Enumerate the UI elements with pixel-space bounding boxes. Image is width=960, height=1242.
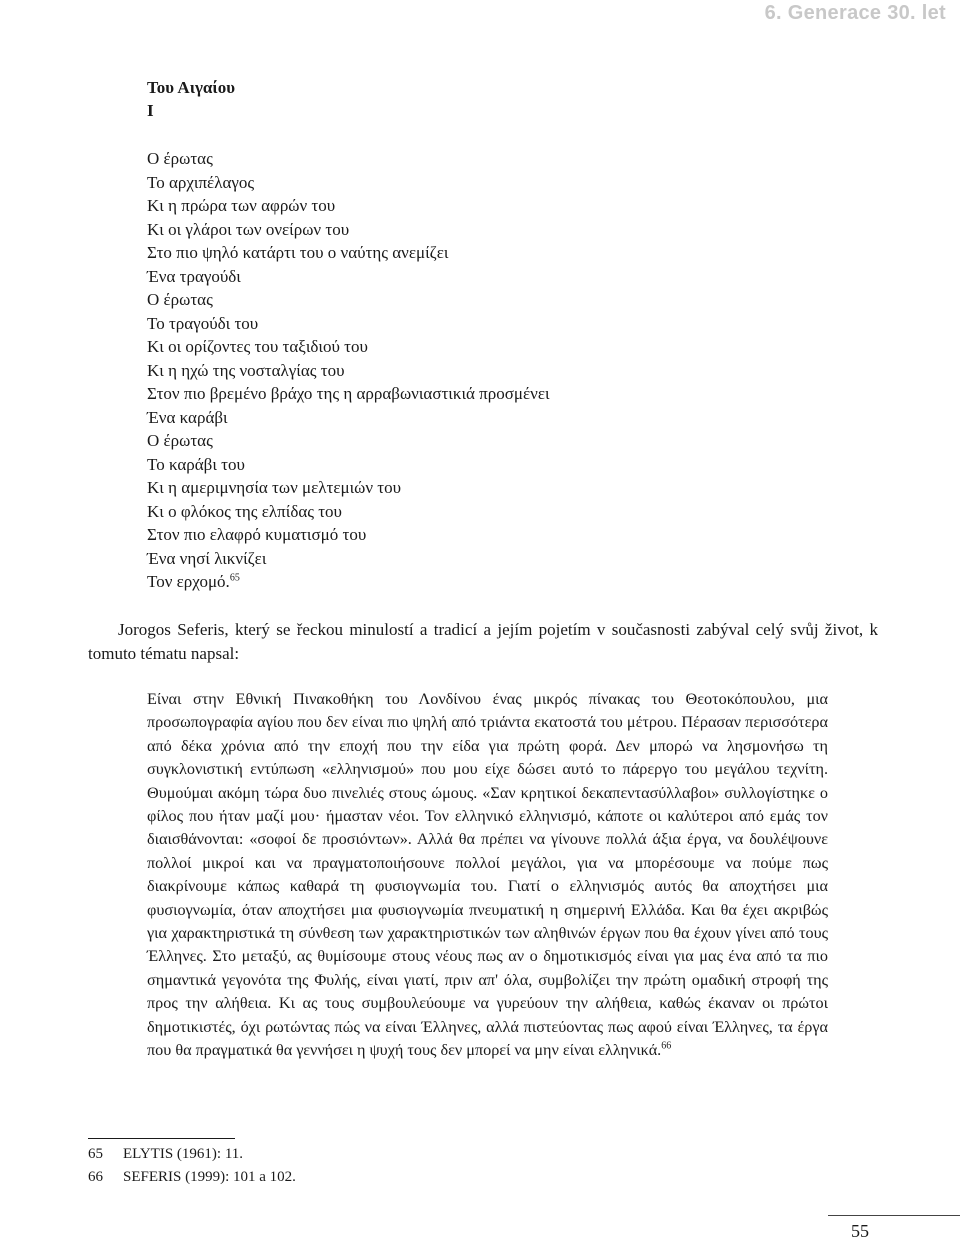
poem-line: Ένα καράβι <box>147 407 228 427</box>
intro-paragraph: Jorogos Seferis, který se řeckou minulostí a tradicí a jejím pojetím v současnosti zabýval celý svůj život, k tomuto tématu napsal: <box>88 620 878 663</box>
poem-body <box>147 147 550 594</box>
footnotes <box>88 1143 296 1189</box>
poem-title: Του Αιγαίου <box>147 78 236 97</box>
poem-line: Κι η αμεριμνησία των μελτεμιών του <box>147 478 402 497</box>
poem-line: Κι ο φλόκος της ελπίδας του <box>147 501 342 521</box>
poem-line: Το καράβι του <box>147 454 245 474</box>
poem-line: Κι οι ορίζοντες του ταξιδιού του <box>147 337 368 356</box>
poem-line: Στον πιο βρεμένο βράχο της η αρραβωνιαστικιά προσμένει <box>147 384 550 403</box>
footnote-number: 66 <box>88 1169 103 1185</box>
poem-line: Το τραγούδι του <box>147 313 259 333</box>
poem-line: Στον πιο ελαφρό κυματισμό του <box>147 525 367 544</box>
footnote-ref-65[interactable]: 65 <box>229 572 240 584</box>
poem-line: Κι η ηχώ της νοσταλγίας του <box>147 360 345 380</box>
footnote-text: ELYTIS (1961): 11. <box>123 1146 244 1162</box>
poem-line: Ένα νησί λικνίζει <box>147 548 267 568</box>
poem-line: Ο έρωτας <box>147 290 213 309</box>
footnote-item <box>88 1143 296 1166</box>
poem-line-text: Τον ερχομό. <box>147 572 230 591</box>
poem-line: Κι η πρώρα των αφρών του <box>147 196 336 215</box>
footnote-ref-66[interactable]: 66 <box>661 1040 672 1052</box>
footnote-item <box>88 1166 296 1189</box>
footnote-number: 65 <box>88 1146 103 1162</box>
footnote-text: SEFERIS (1999): 101 a 102. <box>123 1169 296 1185</box>
poem-line: Ο έρωτας <box>147 431 213 450</box>
block-quote <box>147 688 828 1063</box>
poem-line: Ο έρωτας <box>147 149 213 168</box>
poem-last-line <box>147 570 550 594</box>
page-number-rule <box>828 1215 960 1216</box>
quote-text: Είναι στην Εθνική Πινακοθήκη του Λονδίνου ένας μικρός πίνακας του Θεοτοκόπουλου, μια προσωπογραφία αγίου που δεν είναι πιο ψηλή από τριάντα εκατοστά του μέτρου. Πέρασαν περισσότερα από δέκα χρόνια από την εποχή που την είδα για πρώτη φορά. Δεν μπορώ να λησμονήσω τη συγκλονιστική εντύπωση «ελληνισμού» που μου είχε δώσει αυτό το πάρεργο του μεγάλου τεχνίτη. Θυμούμαι ακόμη τώρα δυο πινελιές στους ώμους. «Σαν κρητικοί δεκαπεντασύλλαβοι» συλλογίστηκε ο φίλος που ήταν μαζί μου· ήμασταν νέοι. Τον ελληνικό ελληνισμό, κάποτε οι καλύτεροι από εμάς τον διαισθάνονται: «σοφοί δε προσιόντων». Αλλά θα πρέπει να γίνουνε πολλά άξια έργα, να δουλέψουνε πολλοί μικροί και να πραγματοποιήσουνε πολλοί μεγάλοι, για να μπορέσουμε να πούμε πως διακρίνουμε κάπως καθαρά τη φυσιογνωμία του. Γιατί ο ελληνισμός αυτός θα αποχτήσει μια φυσιογνωμία, όταν αποχτήσει μια φυσιογνωμία πνευματική η σημερινή Ελλάδα. Και θα έχει ακριβώς για χαρακτηριστικά τη σύνθεση των χαρακτηριστικών των αληθινών έργων που θα έχουν γίνει από τους Έλληνες. Στο μεταξύ, ας θυμίσουμε στους νέους πως αν ο δημοτικισμός είναι για μας ένα από τα πιο σημαντικά γεγονότα της Φυλής, είναι γιατί, πριν απ' όλα, συμβολίζει την πρώτη ομαδική στροφή της προς την αλήθεια. Κι ας τους συμβουλεύουμε να γυρεύουν την αλήθεια, καθώς έκαναν οι πρώτοι δημοτικιστές, όχι ρωτώντας πώς να είναι Έλληνες, αλλά πιστεύοντας πως αφού είναι Έλληνες, τα έργα που θα πραγματικά θα γεννήσει η ψυχή τους δεν μπορεί να μην είναι ελληνικά. <box>147 690 828 1060</box>
poem-line: Κι οι γλάροι των ονείρων του <box>147 219 350 239</box>
poem-line: Στο πιο ψηλό κατάρτι του ο ναύτης ανεμίζει <box>147 243 449 262</box>
poem-line: Το αρχιπέλαγος <box>147 172 255 192</box>
page-number: 55 <box>851 1221 869 1241</box>
poem-line: Ένα τραγούδι <box>147 266 241 286</box>
running-head: 6. Generace 30. let <box>764 2 946 24</box>
poem-part-number: Ι <box>147 101 154 120</box>
footnote-separator <box>88 1138 235 1139</box>
